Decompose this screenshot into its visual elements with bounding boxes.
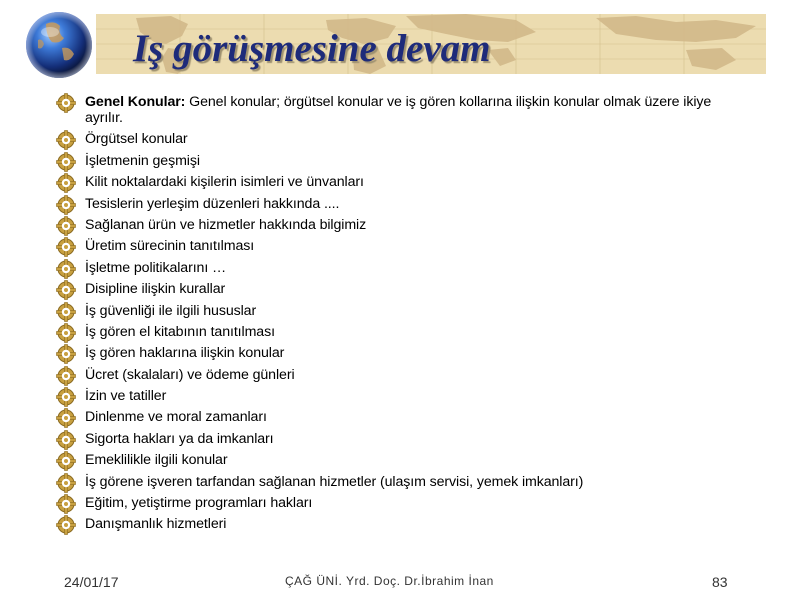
bullet-item	[56, 131, 746, 147]
bullet-text: İzin ve tatiller	[85, 388, 167, 405]
bullet-text: Tesislerin yerleşim düzenleri hakkında ....	[85, 195, 340, 212]
bullet-item	[56, 217, 746, 233]
footer-date: 24/01/17	[64, 574, 119, 590]
globe-icon	[24, 10, 94, 80]
compass-bullet-icon	[56, 195, 76, 215]
compass-bullet-icon	[56, 387, 76, 407]
bullet-text: Genel konular; örgütsel konular ve iş gören kollarına ilişkin konular olmak üzere ikiye ayrılır.	[85, 94, 712, 126]
bullet-text: Emeklilikle ilgili konular	[85, 452, 228, 469]
bullet-item	[56, 260, 746, 276]
bullet-item	[56, 431, 746, 447]
bullet-text: İş gören haklarına ilişkin konular	[85, 345, 285, 362]
bullet-text: Sigorta hakları ya da imkanları	[85, 430, 274, 447]
bullet-text: Disipline ilişkin kurallar	[85, 281, 226, 298]
bullet-text: Ücret (skalaları) ve ödeme günleri	[85, 366, 295, 383]
compass-bullet-icon	[56, 515, 76, 535]
bullet-item	[56, 324, 746, 340]
compass-bullet-icon	[56, 323, 76, 343]
compass-bullet-icon	[56, 93, 76, 113]
compass-bullet-icon	[56, 494, 76, 514]
bullet-item	[56, 303, 746, 319]
compass-bullet-icon	[56, 130, 76, 150]
bullet-text: İş gören el kitabının tanıtılması	[85, 323, 275, 340]
bullet-item	[56, 174, 746, 190]
bullet-item	[56, 281, 746, 297]
bullet-item	[56, 388, 746, 404]
compass-bullet-icon	[56, 280, 76, 300]
bullet-text: Kilit noktalardaki kişilerin isimleri ve ünvanları	[85, 174, 364, 191]
bullet-item	[56, 367, 746, 383]
bullet-item	[56, 452, 746, 468]
compass-bullet-icon	[56, 216, 76, 236]
bullet-item	[56, 345, 746, 361]
bullet-text: İşletmenin geşmişi	[85, 152, 200, 169]
bullet-item	[56, 238, 746, 254]
bullet-text: İş güvenliği ile ilgili hususlar	[85, 302, 257, 319]
bullet-text: Eğitim, yetiştirme programları hakları	[85, 495, 313, 512]
bullet-item	[56, 474, 746, 490]
page-number: 83	[712, 574, 728, 590]
bullet-text: Dinlenme ve moral zamanları	[85, 409, 267, 426]
compass-bullet-icon	[56, 302, 76, 322]
bullet-item	[56, 153, 746, 169]
compass-bullet-icon	[56, 173, 76, 193]
compass-bullet-icon	[56, 366, 76, 386]
compass-bullet-icon	[56, 237, 76, 257]
bullet-item	[56, 409, 746, 425]
compass-bullet-icon	[56, 430, 76, 450]
bullet-text: Örgütsel konular	[85, 131, 188, 148]
bullet-item	[56, 516, 746, 532]
bullet-lead: Genel Konular:	[85, 94, 186, 110]
bullet-text: İşletme politikalarını …	[85, 259, 227, 276]
bullet-text: İş görene işveren tarfandan sağlanan hizmetler (ulaşım servisi, yemek imkanları)	[85, 473, 584, 490]
compass-bullet-icon	[56, 259, 76, 279]
bullet-item	[56, 495, 746, 511]
bullet-item	[56, 196, 746, 212]
compass-bullet-icon	[56, 408, 76, 428]
compass-bullet-icon	[56, 344, 76, 364]
footer-author: ÇAĞ ÜNİ. Yrd. Doç. Dr.İbrahim İnan	[285, 574, 494, 588]
bullet-item	[56, 94, 746, 126]
compass-bullet-icon	[56, 152, 76, 172]
bullet-text: Üretim sürecinin tanıtılması	[85, 238, 255, 255]
compass-bullet-icon	[56, 451, 76, 471]
bullet-text: Sağlanan ürün ve hizmetler hakkında bilgimiz	[85, 216, 367, 233]
bullet-text: Danışmanlık hizmetleri	[85, 516, 227, 533]
bullet-list	[56, 94, 746, 538]
compass-bullet-icon	[56, 473, 76, 493]
slide-title: Iş görüşmesine devam	[133, 27, 491, 70]
